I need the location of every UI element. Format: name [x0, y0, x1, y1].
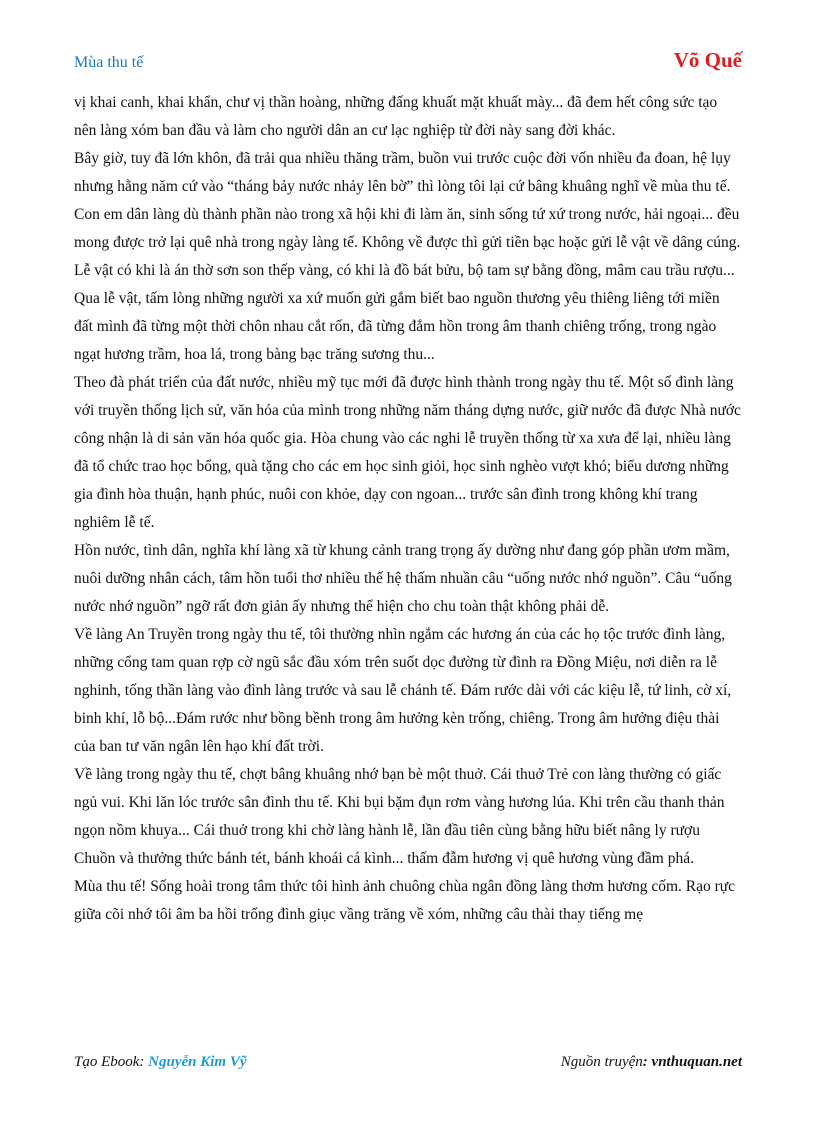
credit-label: Tạo Ebook [74, 1054, 140, 1070]
source-site: vnthuquan.net [651, 1054, 742, 1070]
page-content [74, 89, 742, 929]
ebook-credit [74, 1054, 247, 1071]
paragraph: Bây giờ, tuy đã lớn khôn, đã trải qua nhiều thăng trầm, buồn vui trước cuộc đời vốn nhiều đa đoan, hệ lụy nhưng hằng năm cứ vào “tháng bảy nước nhảy lên bờ” thì lòng tôi lại cứ bâng khuâng nghĩ về mùa thu tế. [74, 150, 731, 195]
paragraph: Con em dân làng dù thành phần nào trong xã hội khi đi làm ăn, sinh sống tứ xứ trong nước, hải ngoại... đều mong được trở lại quê nhà trong ngày làng tế. Không về được thì gửi tiền bạc hoặc gửi lễ vật về dâng cúng. Lễ vật có khi là án thờ sơn son thếp vàng, có khi là đồ bát bửu, bộ tam sự bằng đồng, mâm cau trầu rượu... [74, 206, 741, 279]
paragraph: Hồn nước, tình dân, nghĩa khí làng xã từ khung cảnh trang trọng ấy dường như đang góp phần ươm mầm, nuôi dưỡng nhân cách, tâm hồn tuổi thơ nhiều thế hệ thấm nhuần câu “uống nước nhớ nguồn”. Câu “uống nước nhớ nguồn” ngỡ rất đơn giản ấy nhưng thể hiện cho chu toàn thật không phải dễ. [74, 542, 732, 615]
page-footer [74, 1054, 742, 1076]
paragraph: Về làng An Truyền trong ngày thu tế, tôi thường nhìn ngắm các hương án của các họ tộc trước đình làng, những cổng tam quan rợp cờ ngũ sắc đầu xóm trên suốt dọc đường từ đình ra Đồng Miệu, nơi diễn ra lễ nghinh, tống thần làng vào đình làng trước và sau lễ chánh tế. Đám rước dài với các kiệu lễ, tứ linh, cờ xí, binh khí, lỗ bộ...Đám rước như bồng bềnh trong âm hưởng kèn trống, chiêng. Trong âm hưởng điệu thài của ban tư văn ngân lên hạo khí đất trời. [74, 626, 732, 755]
page-header [74, 48, 742, 76]
source-separator: : [642, 1054, 652, 1070]
paragraph: Qua lễ vật, tấm lòng những người xa xứ muốn gửi gắm biết bao nguồn thương yêu thiêng liêng tới miền đất mình đã từng một thời chôn nhau cắt rốn, đã từng đắm hồn trong âm thanh chiêng trống, trong ngào ngạt hương trầm, hoa lá, trong bàng bạc trăng sương thu... [74, 290, 720, 363]
paragraph: vị khai canh, khai khẩn, chư vị thần hoàng, những đấng khuất mặt khuất mày... đã đem hết công sức tạo nên làng xóm ban đầu và làm cho người dân an cư lạc nghiệp từ đời này sang đời khác. [74, 94, 718, 139]
book-title: Mùa thu tế [74, 54, 144, 71]
paragraph: Theo đà phát triển của đất nước, nhiều mỹ tục mới đã được hình thành trong ngày thu tế. Một số đình làng với truyền thống lịch sử, văn hóa của mình trong những năm tháng dựng nước, giữ nước đã được Nhà nước công nhận là di sản văn hóa quốc gia. Hòa chung vào các nghi lễ truyền thống từ xa xưa để lại, nhiều làng đã tổ chức trao học bổng, quà tặng cho các em học sinh giỏi, học sinh nghèo vượt khó; biểu dương những gia đình hòa thuận, hạnh phúc, nuôi con khỏe, dạy con ngoan... trước sân đình trong không khí trang nghiêm lễ tế. [74, 374, 741, 531]
author-name: Võ Quế [673, 48, 742, 72]
credit-separator: : [139, 1054, 149, 1070]
source-label: Nguồn truyện [560, 1054, 643, 1070]
paragraph: Về làng trong ngày thu tế, chợt bâng khuâng nhớ bạn bè một thuở. Cái thuở Trẻ con làng thường có giấc ngủ vui. Khi lăn lóc trước sân đình thu tế. Khi bụi bặm đụn rơm vàng hương lúa. Khi trên cầu thanh thản ngọn nồm khuya... Cái thuở trong khi chờ làng hành lễ, lần đầu tiên cùng bằng hữu biết nâng ly rượu Chuồn và thưởng thức bánh tét, bánh khoái cá kình... thấm đẫm hương vị quê hương vùng đầm phá. [74, 766, 725, 867]
credit-name: Nguyễn Kim Vỹ [148, 1054, 247, 1070]
paragraph: Mùa thu tế! Sống hoài trong tâm thức tôi hình ảnh chuông chùa ngân đồng làng thơm hương cốm. Rạo rực giữa cõi nhớ tôi âm ba hồi trống đình giục vầng trăng về xóm, những câu thài thay tiếng mẹ [74, 878, 736, 923]
source-credit [561, 1054, 742, 1071]
